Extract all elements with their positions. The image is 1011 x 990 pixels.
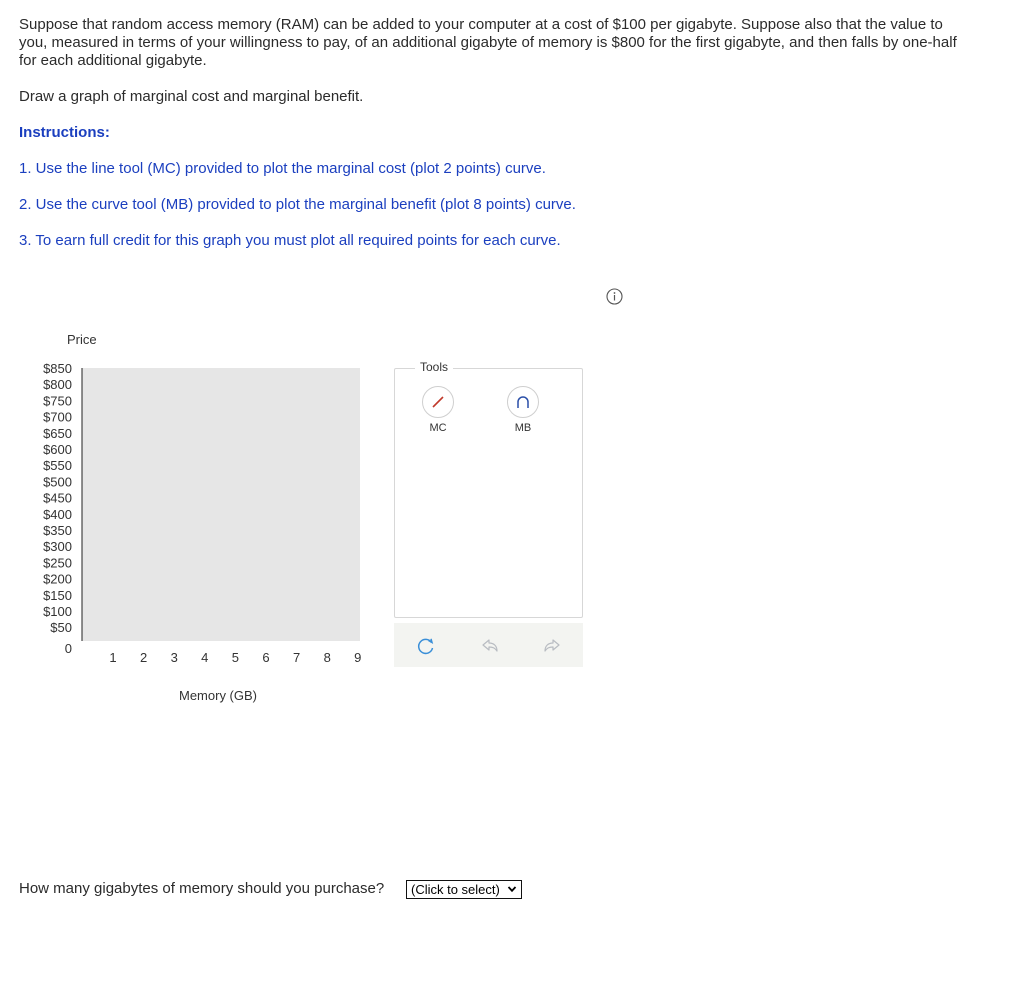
- x-tick-label: 2: [139, 650, 148, 665]
- tools-panel: [394, 360, 583, 618]
- redo-icon[interactable]: [542, 636, 562, 656]
- question-text: How many gigabytes of memory should you purchase?: [19, 880, 385, 897]
- x-tick-label: 7: [292, 650, 301, 665]
- mb-curve-tool[interactable]: [501, 386, 545, 434]
- x-tick-label: 5: [231, 650, 240, 665]
- y-axis-title: Price: [67, 332, 97, 347]
- x-tick-labels: [109, 650, 361, 665]
- x-tick-label: 8: [323, 650, 331, 665]
- info-icon[interactable]: [606, 288, 623, 305]
- instruction-3: 3. To earn full credit for this graph you must plot all required points for each curve.: [19, 232, 561, 249]
- y-tick-label: $600: [43, 442, 72, 457]
- mc-line-tool[interactable]: [416, 386, 460, 434]
- y-tick-label: $650: [43, 425, 72, 441]
- y-tick-label: $700: [43, 409, 72, 425]
- x-tick-label: 3: [170, 650, 178, 665]
- x-tick-label: 4: [201, 650, 209, 665]
- instruction-2: 2. Use the curve tool (MB) provided to plot the marginal benefit (plot 8 points) curve.: [19, 196, 576, 213]
- y-tick-label: $550: [43, 458, 72, 474]
- undo-icon[interactable]: [480, 636, 500, 656]
- graph-action-bar: [394, 623, 583, 667]
- y-tick-label: $50: [50, 620, 72, 636]
- mc-tool-label: MC: [429, 422, 447, 434]
- curve-tool-button[interactable]: [507, 386, 539, 418]
- x-tick-label: 9: [354, 650, 362, 665]
- x-axis-title: Memory (GB): [179, 688, 257, 703]
- instructions-heading: Instructions:: [19, 124, 110, 141]
- y-tick-label: $400: [43, 506, 72, 522]
- y-tick-label: $200: [43, 571, 72, 587]
- y-tick-label: $150: [43, 587, 72, 603]
- x-tick-label: 1: [109, 650, 117, 665]
- y-tick-label: $100: [43, 604, 72, 619]
- y-tick-label: $850: [43, 361, 72, 376]
- y-tick-label: $500: [43, 474, 72, 490]
- answer-dropdown[interactable]: [406, 880, 522, 899]
- plot-area[interactable]: [82, 368, 360, 641]
- y-tick-label: $750: [43, 393, 72, 409]
- y-tick-label: 0: [64, 641, 72, 656]
- reset-icon[interactable]: [416, 636, 436, 656]
- instruction-1: 1. Use the line tool (MC) provided to plot the marginal cost (plot 2 points) curve.: [19, 160, 546, 177]
- curve-tool-icon: [515, 394, 531, 410]
- y-tick-labels: [43, 361, 72, 656]
- tools-label: Tools: [415, 360, 453, 374]
- problem-task: Draw a graph of marginal cost and marginal benefit.: [19, 88, 364, 105]
- line-tool-icon: [430, 394, 446, 410]
- answer-dropdown-value: (Click to select): [411, 882, 500, 897]
- y-tick-label: $250: [43, 555, 72, 571]
- line-tool-button[interactable]: [422, 386, 454, 418]
- problem-intro: Suppose that random access memory (RAM) can be added to your computer at a cost of $100 per gigabyte. Suppose also that the value to you, measured in terms of your willingness to pay, of an additional gigabyte of memory is $800 for the first gigabyte, and then falls by one-half for each additional gigabyte.: [19, 16, 957, 69]
- x-tick-label: 6: [262, 650, 270, 665]
- chevron-down-icon: [507, 884, 517, 894]
- y-tick-label: $800: [43, 377, 72, 393]
- mb-tool-label: MB: [514, 422, 532, 434]
- y-tick-label: $300: [43, 539, 72, 555]
- y-tick-label: $450: [43, 490, 72, 506]
- y-tick-label: $350: [43, 523, 72, 538]
